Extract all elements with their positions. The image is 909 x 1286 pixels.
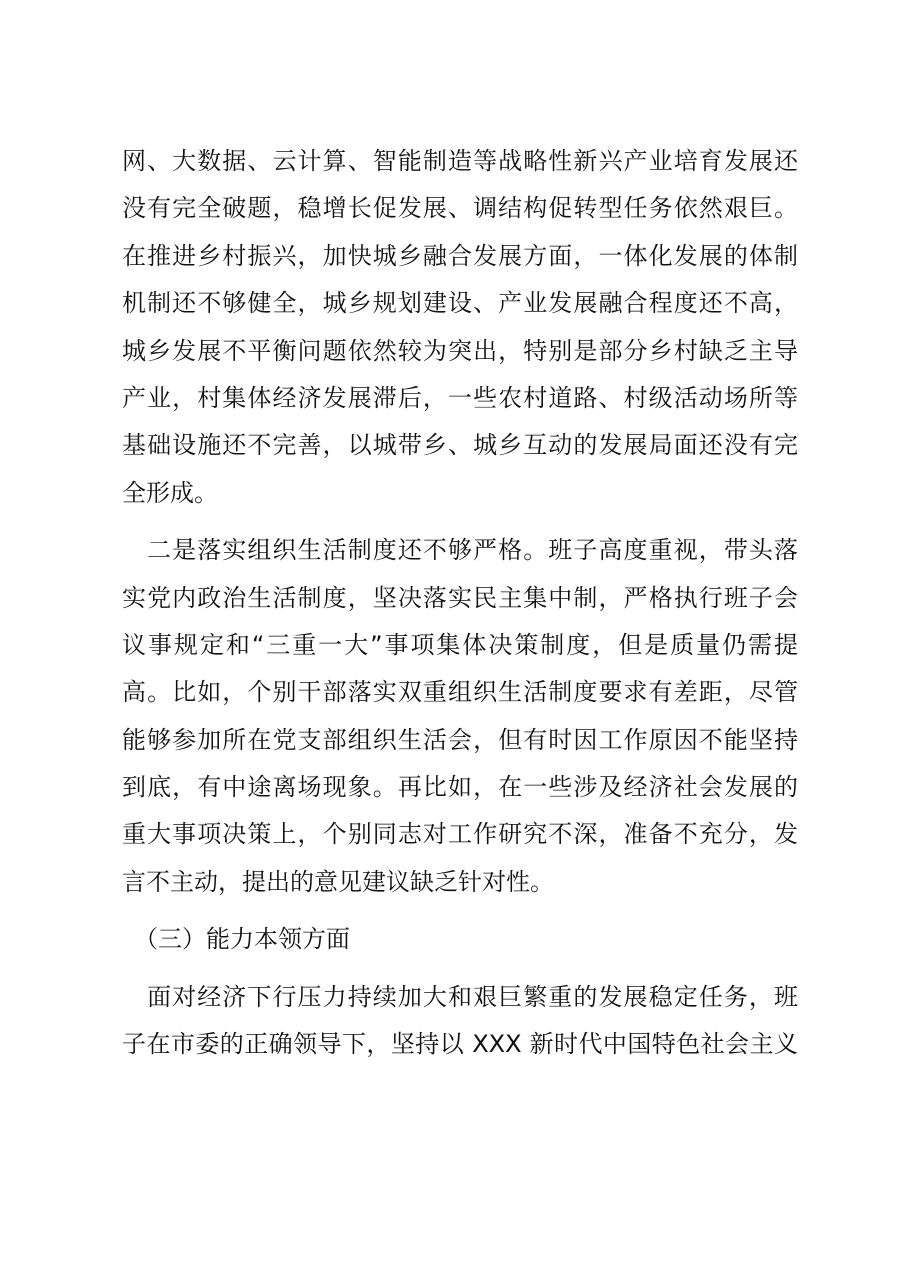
- text-line: 基础设施还不完善，以城带乡、城乡互动的发展局面还没有完: [122, 431, 798, 460]
- text-line: 没有完全破题，稳增长促发展、调结构促转型任务依然艰巨。: [122, 194, 798, 223]
- text-line: 机制还不够健全，城乡规划建设、产业发展融合程度还不高，: [122, 289, 798, 318]
- text-line: 到底，有中途离场现象。再比如，在一些涉及经济社会发展的: [122, 773, 798, 802]
- text-line: 在推进乡村振兴，加快城乡融合发展方面，一体化发展的体制: [122, 241, 798, 270]
- text-line: 重大事项决策上，个别同志对工作研究不深，准备不充分，发: [122, 820, 798, 849]
- text-line: 全形成。: [122, 478, 218, 507]
- paragraph-organizational-life: [122, 527, 798, 906]
- paragraph-capability: [122, 974, 798, 1069]
- paragraph-spacer: [122, 906, 798, 916]
- paragraph-spacer: [122, 517, 798, 527]
- section-heading: （三）能力本领方面: [122, 925, 350, 954]
- text-line: 议事规定和“三重一大”事项集体决策制度，但是质量仍需提: [122, 630, 798, 659]
- text-line: 实党内政治生活制度，坚决落实民主集中制，严格执行班子会: [122, 583, 798, 612]
- text-line: 子在市委的正确领导下，坚持以 XXX 新时代中国特色社会主义: [122, 1030, 798, 1059]
- text-line: 网、大数据、云计算、智能制造等战略性新兴产业培育发展还: [122, 147, 798, 175]
- paragraph-spacer: [122, 964, 798, 974]
- text-line: 高。比如，个别干部落实双重组织生活制度要求有差距，尽管: [122, 678, 798, 707]
- text-line: 二是落实组织生活制度还不够严格。班子高度重视，带头落: [122, 536, 798, 565]
- text-line: 城乡发展不平衡问题依然较为突出，特别是部分乡村缺乏主导: [122, 336, 798, 365]
- text-line: 言不主动，提出的意见建议缺乏针对性。: [122, 867, 554, 896]
- document-body: [122, 138, 798, 1068]
- text-line: 产业，村集体经济发展滞后，一些农村道路、村级活动场所等: [122, 383, 798, 412]
- text-line: 能够参加所在党支部组织生活会，但有时因工作原因不能坚持: [122, 725, 798, 754]
- text-line: 面对经济下行压力持续加大和艰巨繁重的发展稳定任务，班: [122, 982, 798, 1011]
- paragraph-economy-rural: [122, 138, 798, 517]
